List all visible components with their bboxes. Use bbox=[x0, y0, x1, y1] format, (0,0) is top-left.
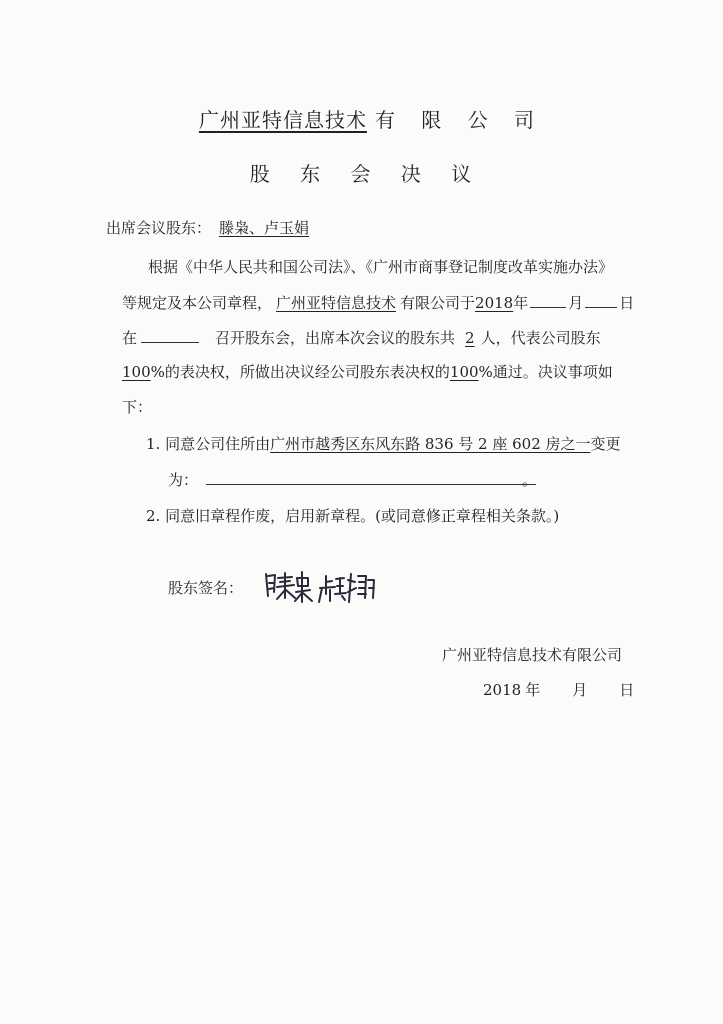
footer-company: 广州亚特信息技术有限公司 bbox=[442, 646, 623, 664]
month-unit: 月 bbox=[568, 294, 584, 312]
body-line-5: 下： bbox=[122, 398, 153, 416]
signature-label: 股东签名： bbox=[168, 579, 244, 597]
title-company-suffix: 有 限 公 司 bbox=[374, 108, 545, 132]
resolution-1-suffix: 变更 bbox=[590, 435, 621, 453]
location-blank bbox=[141, 327, 199, 343]
body-line-3 bbox=[122, 327, 601, 348]
document-title bbox=[0, 104, 723, 133]
meeting-company-name: 广州亚特信息技术 bbox=[276, 294, 397, 312]
body-line-3-text-a: 在 bbox=[122, 329, 138, 347]
body-line-4 bbox=[122, 362, 613, 382]
year-unit: 年 bbox=[513, 294, 529, 312]
shareholder-count: 2 bbox=[465, 329, 475, 347]
resolution-1-address: 广州市越秀区东风东路 836 号 2 座 602 房之一 bbox=[270, 435, 591, 453]
day-unit: 日 bbox=[619, 294, 635, 312]
body-line-2 bbox=[122, 292, 634, 313]
percent-passed: 100 bbox=[449, 363, 479, 381]
resolution-1-prefix: 1. 同意公司住所由 bbox=[146, 435, 271, 453]
body-line-4-text-b: %通过。决议事项如 bbox=[478, 363, 613, 381]
resolution-item-2: 2. 同意旧章程作废，启用新章程。(或同意修正章程相关条款。) bbox=[146, 507, 560, 525]
document-subtitle: 股 东 会 决 议 bbox=[249, 162, 484, 186]
footer-date bbox=[483, 680, 634, 700]
attendees-names: 滕枭、卢玉娟 bbox=[219, 219, 310, 237]
footer-day-unit: 日 bbox=[619, 681, 635, 699]
resolution-1-period: 。 bbox=[522, 471, 538, 489]
resolution-1-new-address-label: 为： bbox=[168, 471, 199, 489]
body-line-1: 根据《中华人民共和国公司法》、《广州市商事登记制度改革实施办法》 bbox=[148, 258, 614, 276]
month-blank bbox=[530, 292, 566, 308]
attendees-line bbox=[106, 218, 323, 238]
footer-year-unit: 年 bbox=[525, 681, 541, 699]
footer-month-unit: 月 bbox=[572, 681, 588, 699]
handwritten-signature bbox=[262, 568, 382, 608]
body-line-3-text-b: 召开股东会，出席本次会议的股东共 bbox=[215, 329, 456, 347]
body-line-3-text-c: 人，代表公司股东 bbox=[480, 329, 601, 347]
new-address-blank bbox=[206, 469, 536, 485]
body-line-2-text-a: 等规定及本公司章程， bbox=[122, 294, 273, 312]
percent-represented: 100 bbox=[122, 363, 151, 381]
title-company-name: 广州亚特信息技术 bbox=[198, 108, 367, 132]
day-blank bbox=[585, 292, 617, 308]
meeting-year: 2018 bbox=[475, 294, 514, 312]
body-line-2-text-b: 有限公司于 bbox=[400, 294, 476, 312]
attendees-label: 出席会议股东： bbox=[106, 219, 212, 237]
body-line-4-text-a: %的表决权，所做出决议经公司股东表决权的 bbox=[150, 363, 450, 381]
footer-year: 2018 bbox=[483, 681, 522, 699]
resolution-item-1 bbox=[146, 434, 621, 454]
resolution-item-1-line-2 bbox=[168, 469, 537, 490]
